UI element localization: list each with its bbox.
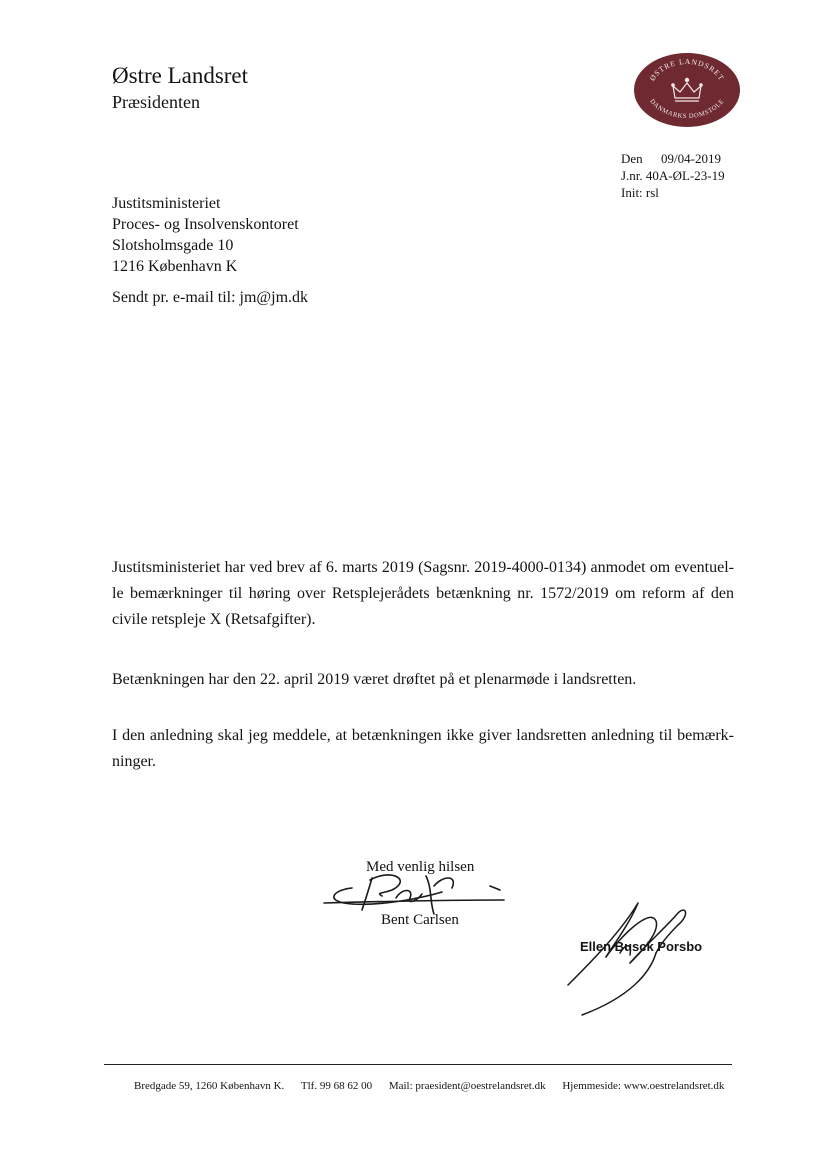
recipient-line: Justitsministeriet [112, 195, 221, 212]
organization-subtitle: Præsidenten [112, 92, 200, 112]
initials: Init: rsl [621, 185, 659, 200]
footer-address: Bredgade 59, 1260 København K. [134, 1080, 285, 1092]
date-value: 09/04-2019 [661, 151, 721, 166]
recipient-line: Slotsholmsgade 10 [112, 237, 234, 254]
recipient-line: Proces- og Insolvenskontoret [112, 216, 299, 233]
seal-bottom-text: DANMARKS DOMSTOLE [648, 97, 726, 121]
footer-phone: Tlf. 99 68 62 00 [300, 1080, 373, 1092]
signature-2-scribble [560, 893, 705, 1018]
body-paragraph: I den anledning skal jeg meddele, at betænkningen ikke giver landsretten anledning til bemærk-ninger. [112, 727, 734, 770]
recipient-address [112, 193, 299, 277]
signature-1-scribble [322, 858, 512, 928]
organization-name: Østre Landsret [112, 63, 249, 88]
document-meta [621, 150, 725, 201]
closing-greeting: Med venlig hilsen [366, 859, 475, 875]
signatory-name-2: Ellen Busck Porsbo [580, 939, 703, 954]
court-seal-logo [633, 52, 741, 128]
body-paragraph: Betænkningen har den 22. april 2019 været drøftet på et plenarmøde i landsretten. [112, 671, 637, 688]
date-label: Den [621, 151, 643, 166]
recipient-line: 1216 København K [112, 258, 238, 275]
footer-email: Mail: praesident@oestrelandsret.dk [388, 1080, 546, 1092]
journal-number: J.nr. 40A-ØL-23-19 [621, 168, 725, 183]
footer [134, 1080, 738, 1092]
footer-divider [104, 1064, 732, 1065]
seal-top-text: ØSTRE LANDSRET [647, 56, 727, 83]
sent-by-email-line: Sendt pr. e-mail til: jm@jm.dk [112, 289, 309, 306]
date-line [621, 150, 725, 167]
footer-website: Hjemmeside: www.oestrelandsret.dk [562, 1080, 725, 1092]
signatory-name-1: Bent Carlsen [381, 912, 459, 928]
body-paragraph: Justitsministeriet har ved brev af 6. marts 2019 (Sagsnr. 2019-4000-0134) anmodet om eventuel-le bemærkninger til høring over Retsplejerådets betænkning nr. 1572/2019 om reform af den civile retspleje X (Retsafgifter). [112, 559, 734, 628]
